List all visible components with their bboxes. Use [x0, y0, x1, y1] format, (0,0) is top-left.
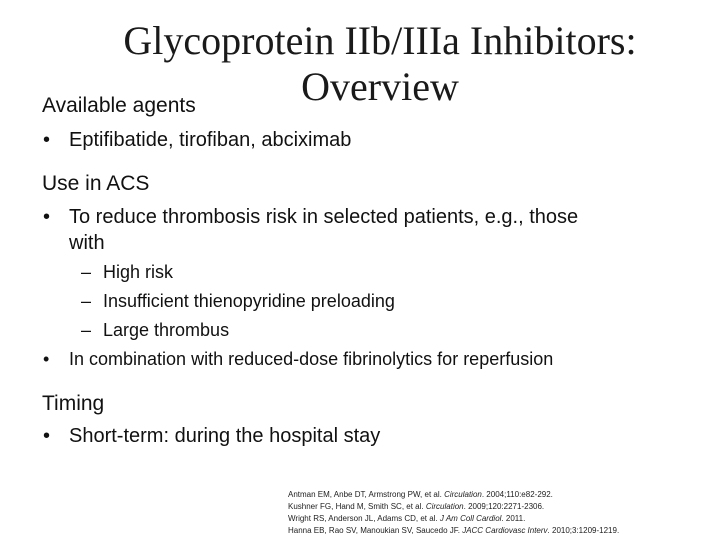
- subbullet-marker: –: [81, 320, 92, 340]
- bullet-marker: •: [43, 349, 50, 369]
- slide-title-line-2: Overview: [301, 64, 459, 109]
- references: [288, 489, 619, 537]
- bullet-marker: •: [43, 206, 51, 228]
- subbullet-large-thrombus: Large thrombus: [103, 320, 230, 340]
- bullet-marker: •: [43, 129, 51, 151]
- bullet-marker: •: [43, 425, 51, 447]
- section-heading-available-agents: Available agents: [42, 94, 196, 117]
- reference-item: Hanna EB, Rao SV, Manoukian SV, Saucedo JF. JACC Cardiovasc Interv. 2010;3:1209-1219.: [288, 526, 620, 535]
- reference-item: Kushner FG, Hand M, Smith SC, et al. Circulation. 2009;120:2271-2306.: [288, 502, 545, 511]
- section-heading-use-in-acs: Use in ACS: [42, 172, 150, 195]
- section-heading-timing: Timing: [42, 392, 105, 415]
- subbullet-thienopyridine: Insufficient thienopyridine preloading: [103, 291, 395, 311]
- bullet-thrombosis-line-2: with: [69, 232, 105, 254]
- reference-item: Antman EM, Anbe DT, Armstrong PW, et al. Circulation. 2004;110:e82-292.: [288, 490, 553, 499]
- bullet-thrombosis-line-1: To reduce thrombosis risk in selected patients, e.g., those: [69, 206, 579, 228]
- bullet-agents: Eptifibatide, tirofiban, abciximab: [69, 129, 352, 151]
- bullet-fibrinolytics: In combination with reduced-dose fibrinolytics for reperfusion: [69, 349, 554, 369]
- slide-title-line-1: Glycoprotein IIb/IIIa Inhibitors:: [123, 18, 637, 63]
- subbullet-high-risk: High risk: [103, 262, 174, 282]
- bullet-short-term: Short-term: during the hospital stay: [69, 425, 381, 447]
- reference-item: Wright RS, Anderson JL, Adams CD, et al. J Am Coll Cardiol. 2011.: [288, 514, 526, 523]
- subbullet-marker: –: [81, 262, 92, 282]
- subbullet-marker: –: [81, 291, 92, 311]
